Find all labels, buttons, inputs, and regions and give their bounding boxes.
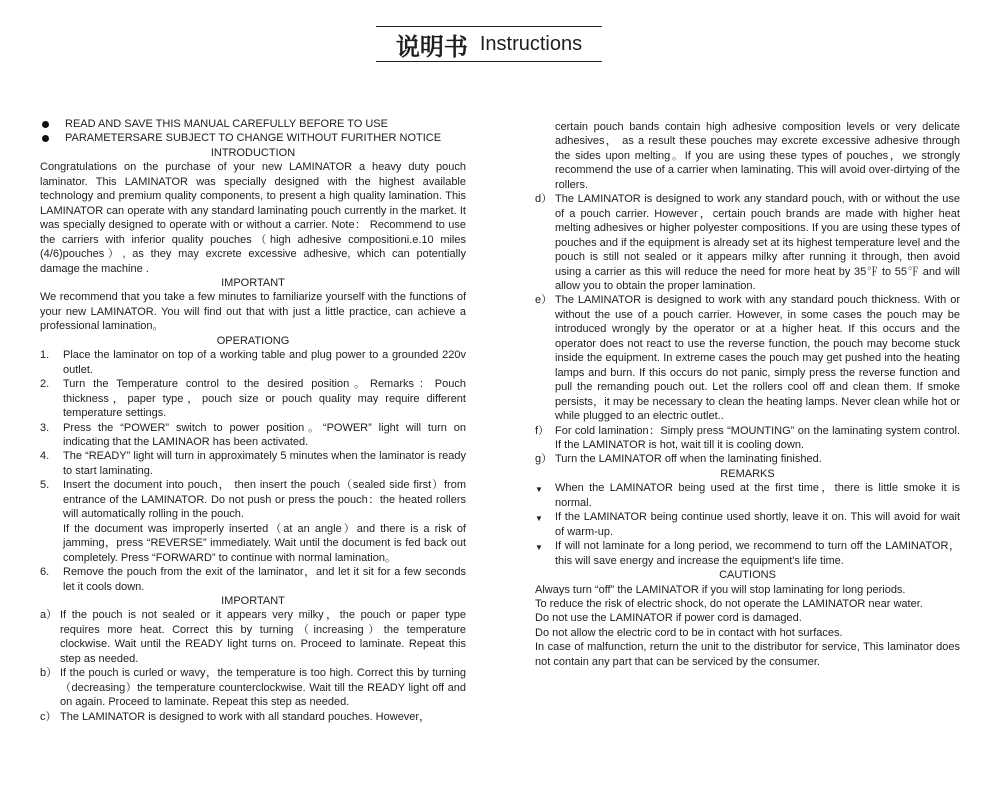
lettered-item <box>40 608 466 666</box>
step-item <box>40 348 466 377</box>
remark-item <box>535 481 960 510</box>
introduction-text: Congratulations on the purchase of your new LAMINATOR a heavy duty pouch laminator. This LAMINATOR was specially designed with the highest available technology and premium quality components, to present a high quality lamination. This LAMINATOR can operate with any standard laminating pouch currently in the market. It was specially designed to operate with or without a carrier. Note： Recommend to use the carriers with inferior quality pouches（high adhesive compositioni.e.10 miles (4/6)pouches）, as they may excrete excessive adhesive, which can potentially damage the machine . <box>40 161 466 275</box>
caution-line: To reduce the risk of electric shock, do not operate the LAMINATOR near water. <box>535 597 923 610</box>
item-text: The LAMINATOR is designed to work any standard pouch, with or without the use of a pouch carrier. However，certain pouch brands are made with higher heat melting adhesives or higher polyester compositions. If you are using these types of pouches and if the equipment is already set at its highest temperature level and the pouch is still not sealed or it appears milky after running it through, then avoid using a carrier as this will reduce the need for more heat by 35℉ to 55℉ and will allow you to obtain the proper lamination. <box>555 193 960 292</box>
triangle-bullet-icon: ▼ <box>535 543 543 553</box>
step-item <box>40 478 466 521</box>
step-number: 4. <box>40 450 50 463</box>
item-text: The LAMINATOR is designed to work with any standard pouch thickness. With or without the use of a pouch carrier. However, in some cases the pouch may be introduced wrongly by the operator or at a higher heat. If this occurs and the operator does not react to use the reverse function, the pouch may become stuck inside the equipment. In extreme cases the pouch may get pushed into the heating lamps and burn. If this occurs do not panic, simply press the reverse function and pull the remanding pouch out. Let the rollers cool off and clean them. If smoke persists，it may be necessary to clean the heating lamps. Never clean while hot or while plugged to an electric outlet.. <box>555 294 960 423</box>
heading-introduction: INTRODUCTION <box>210 146 296 159</box>
item-letter: b） <box>40 667 58 680</box>
right-column <box>535 120 960 669</box>
lettered-item <box>40 710 466 724</box>
item-text: For cold lamination：Simply press “MOUNTING” on the laminating system control. If the LAMINATOR is hot, wait till it is cooling down. <box>555 424 960 451</box>
item-text: The LAMINATOR is designed to work with all standard pouches. However， <box>60 710 431 723</box>
caution-line: Do not use the LAMINATOR if power cord is damaged. <box>535 612 802 625</box>
step-text: Place the laminator on top of a working table and plug power to a grounded 220v outlet. <box>63 349 466 376</box>
bullet-icon <box>42 135 49 142</box>
item-letter: f） <box>535 424 550 437</box>
step-item <box>40 565 466 594</box>
item-text: Turn the LAMINATOR off when the laminating finished. <box>555 453 822 466</box>
heading-important-2: IMPORTANT <box>221 594 285 607</box>
step-number: 1. <box>40 349 50 362</box>
step-number: 5. <box>40 479 50 492</box>
notice-bullet <box>40 131 466 145</box>
heading-cautions: CAUTIONS <box>719 569 776 582</box>
triangle-bullet-icon: ▼ <box>535 485 543 495</box>
item-text: If the pouch is curled or wavy，the temperature is too high. Correct this by turning（decreasing）the temperature counterclockwise. Wait till the READY light off and on again. Proceed to laminate. Repeat this step as needed. <box>60 667 466 709</box>
heading-remarks: REMARKS <box>720 467 775 480</box>
notice-text: READ AND SAVE THIS MANUAL CAREFULLY BEFORE TO USE <box>65 118 388 130</box>
important-text: We recommend that you take a few minutes to familiarize yourself with the functions of your new LAMINATOR. You will find out that with just a little practice, can achieve a professional lamination。 <box>40 291 466 333</box>
remark-text: When the LAMINATOR being used at the first time，there is little smoke it is normal. <box>555 482 960 509</box>
caution-line: In case of malfunction, return the unit to the distributor for service, This laminator does not contain any part that can be serviced by the consumer. <box>535 641 960 668</box>
item-letter: c） <box>40 710 57 723</box>
heading-important: IMPORTANT <box>221 276 285 289</box>
remark-text: If will not laminate for a long period, we recommend to turn off the LAMINATOR，this will save energy and increase the equipment's life time. <box>555 540 960 567</box>
lettered-item <box>535 424 960 453</box>
step-text: The “READY” light will turn in approximately 5 minutes when the laminator is ready to start laminating. <box>63 450 466 477</box>
left-column <box>40 117 466 724</box>
step-text: Turn the Temperature control to the desired position。Remarks：Pouch thickness，paper type，pouch size or pouch quality may require different temperature settings. <box>63 378 466 420</box>
heading-operation: OPERATIONG <box>216 334 290 347</box>
caution-line: Do not allow the electric cord to be in contact with hot surfaces. <box>535 626 843 639</box>
item-letter: e） <box>535 294 553 307</box>
title-english: Instructions <box>479 32 583 55</box>
item-text: If the pouch is not sealed or it appears very milky，the pouch or paper type requires more heat. Correct this by turning（increasing）the temperature clockwise. Wait until the READY light turns on. Proceed to laminate. Repeat this step as needed. <box>60 609 466 665</box>
bullet-icon <box>42 121 49 128</box>
step-number: 2. <box>40 378 50 391</box>
step-number: 3. <box>40 421 50 434</box>
triangle-bullet-icon: ▼ <box>535 514 543 524</box>
lettered-item <box>535 293 960 423</box>
lettered-item <box>535 192 960 293</box>
step-text: Press the “POWER” switch to power position。“POWER” light will turn on indicating that the LAMINAOR has been activated. <box>63 421 466 448</box>
lettered-item <box>535 452 960 466</box>
remark-text: If the LAMINATOR being continue used shortly, leave it on. This will avoid for wait of warm-up. <box>555 511 960 538</box>
remark-item <box>535 510 960 539</box>
step-text: Insert the document into pouch， then insert the pouch（sealed side first）from entrance of the LAMINATOR. Do not push or press the pouch：the heated rollers will automatically rolling in the pouch. <box>63 479 466 521</box>
lettered-item <box>40 666 466 709</box>
item-letter: a） <box>40 609 58 622</box>
item-letter: d） <box>535 193 553 206</box>
step-item <box>40 421 466 450</box>
item-letter: g） <box>535 453 553 466</box>
remark-item <box>535 539 960 568</box>
step-number: 6. <box>40 566 50 579</box>
caution-line: Always turn “off” the LAMINATOR if you will stop laminating for long periods. <box>535 583 906 596</box>
page-title <box>376 26 602 62</box>
step-text: Remove the pouch from the exit of the laminator，and let it sit for a few seconds let it cools down. <box>63 566 466 593</box>
step-item <box>40 449 466 478</box>
notice-text: PARAMETERSARE SUBJECT TO CHANGE WITHOUT FURITHER NOTICE <box>65 132 442 145</box>
item-c-continued: certain pouch bands contain high adhesive composition levels or very delicate adhesives， as a result these pouches may excrete excessive adhesive through the sides upon melting。If you are using these types of pouches，we strongly recommend the use of a carrier when laminating. This will avoid over-dirtying of the rollers. <box>555 121 960 191</box>
step-item <box>40 377 466 420</box>
step-5-note: If the document was improperly inserted（at an angle）and there is a risk of jamming，press “REVERSE” immediately. Wait until the document is fed back out completely. Press “FORWARD” to continue with normal lamination。 <box>63 522 466 564</box>
notice-bullet <box>40 117 466 131</box>
title-chinese: 说明书 <box>395 32 468 61</box>
